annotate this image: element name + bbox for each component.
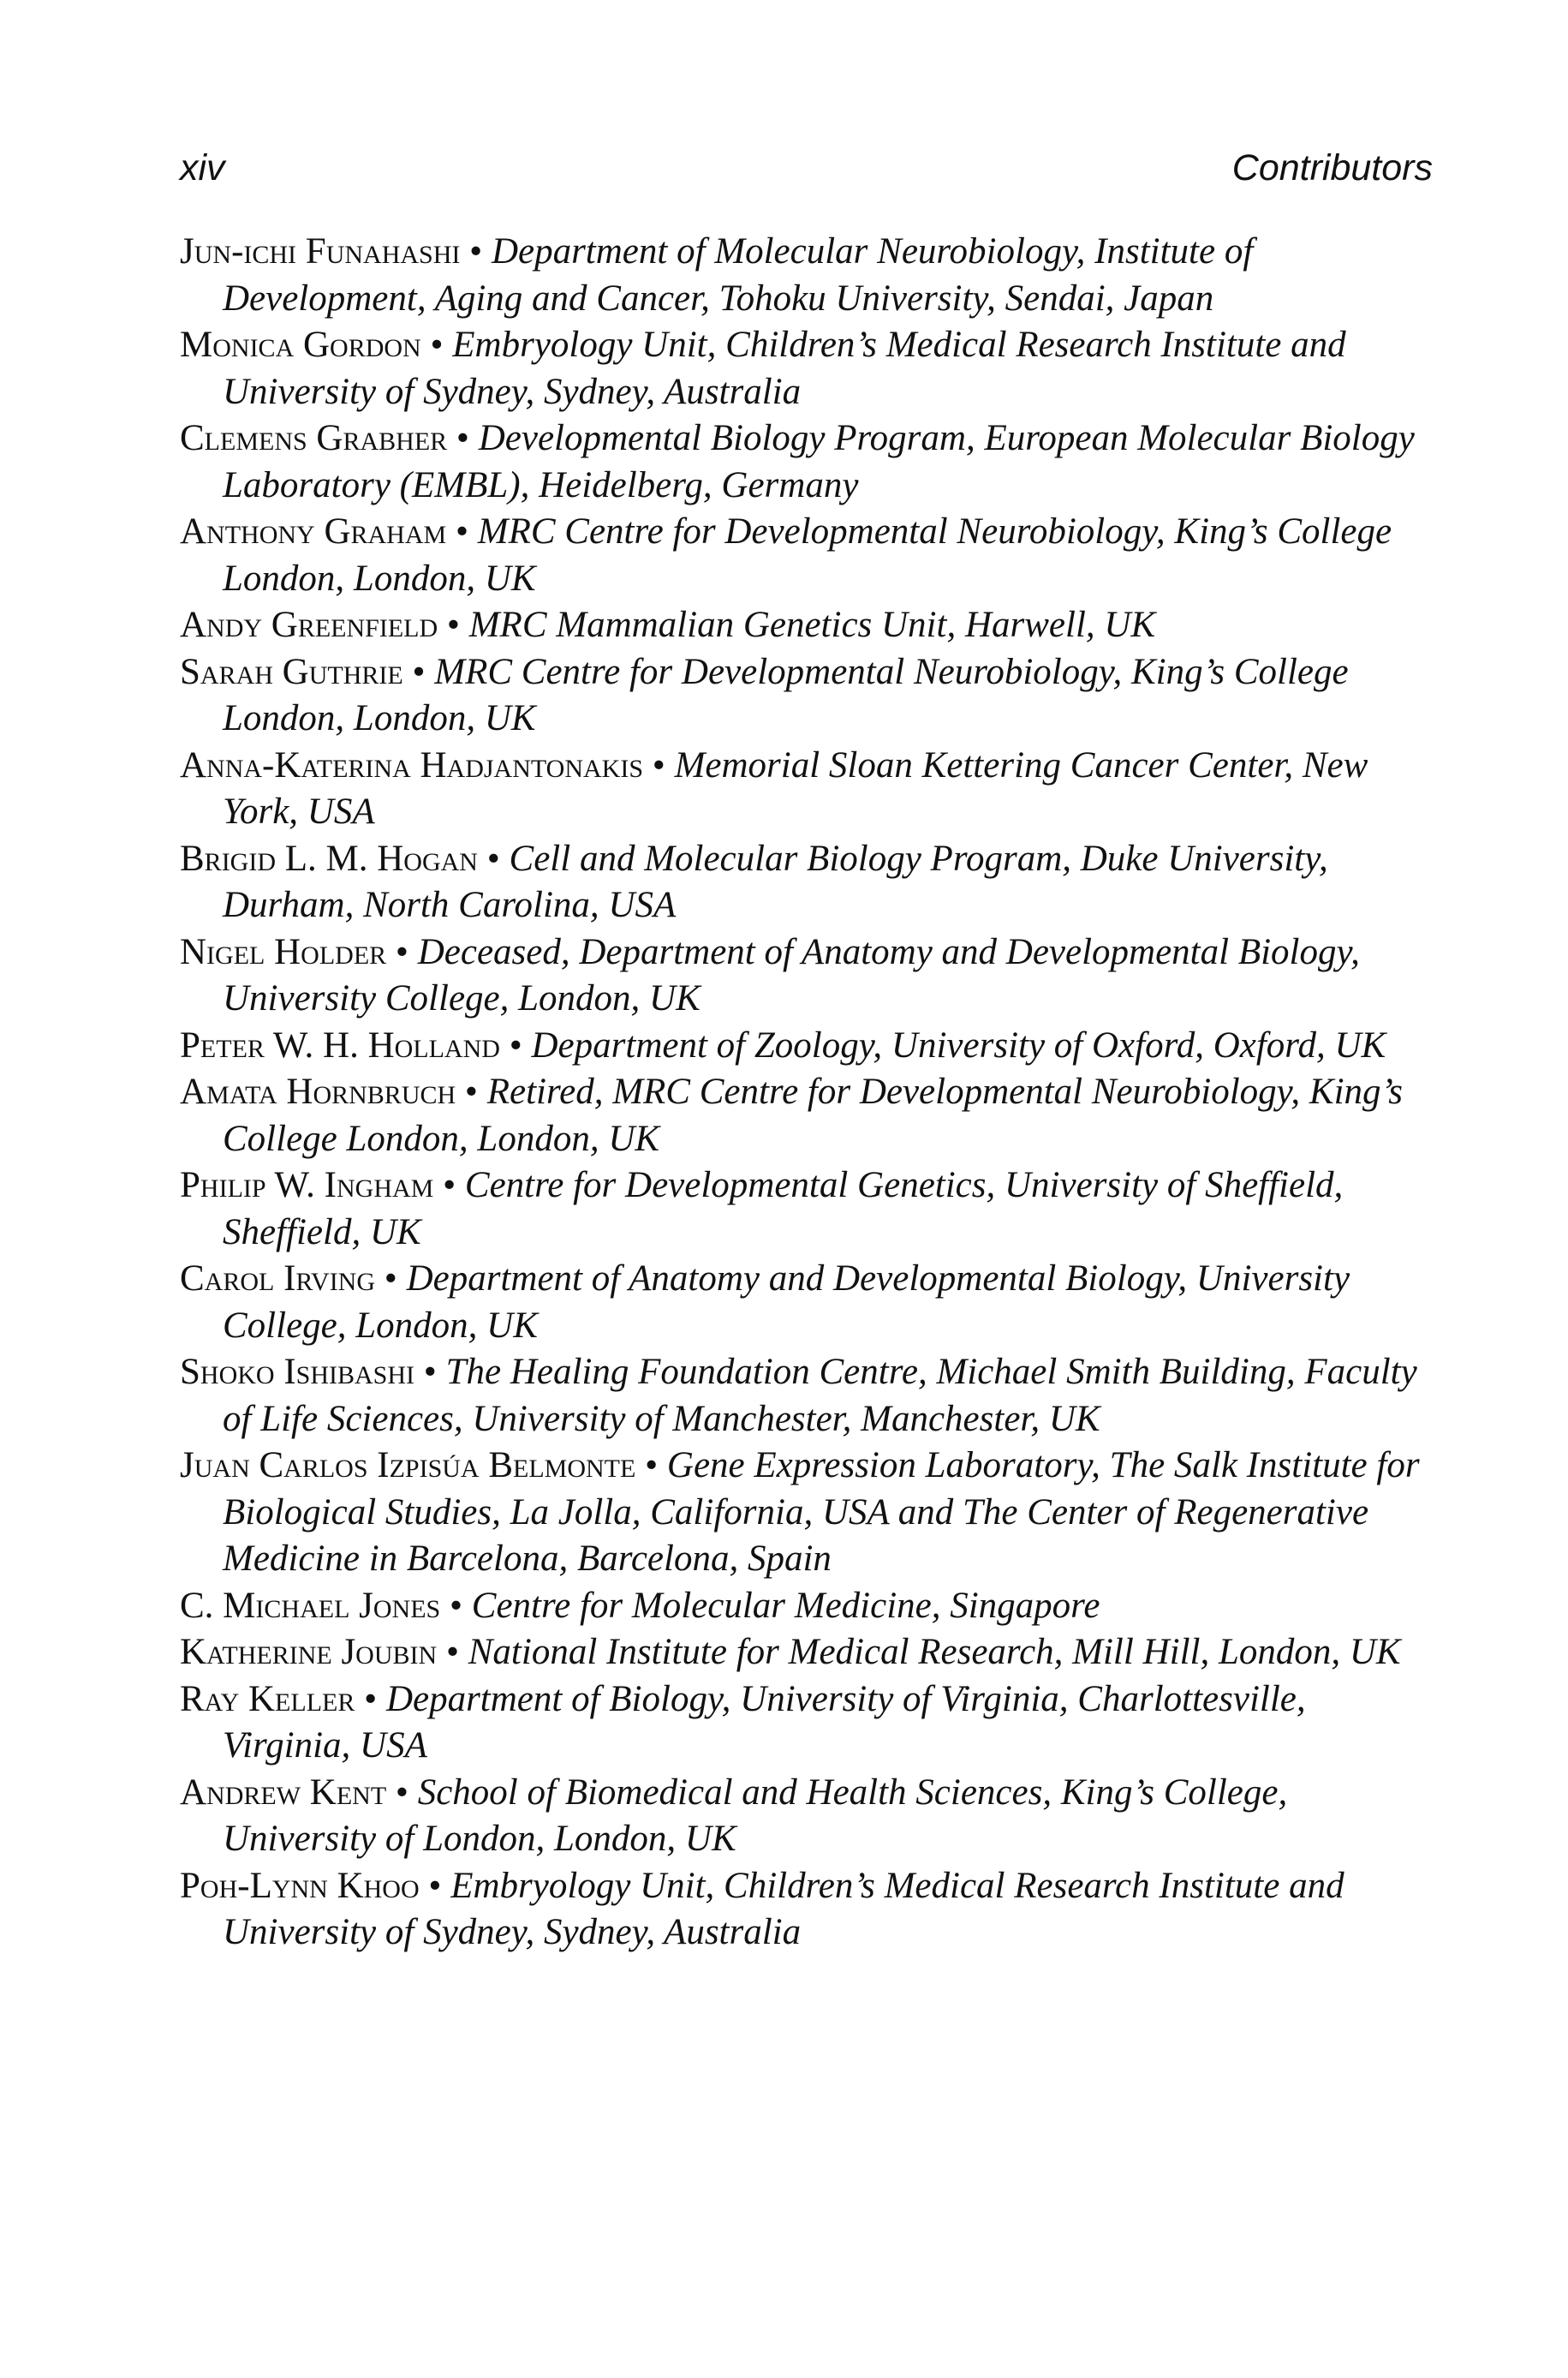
contributor-name: Juan Carlos Izpisúa Belmonte <box>180 1445 636 1485</box>
contributor-entry <box>180 1349 1439 1443</box>
contributor-name: Jun-ichi Funahashi <box>180 231 461 272</box>
contributor-entry <box>180 415 1439 509</box>
bullet-separator: • <box>428 1865 442 1906</box>
contributor-entry <box>180 1256 1439 1349</box>
contributor-name: Ray Keller <box>180 1678 355 1719</box>
contributor-affiliation: Developmental Biology Program, European Molecular Biology Laboratory (EMBL), Heidelberg, Germany <box>223 418 1415 505</box>
contributor-affiliation: MRC Centre for Developmental Neurobiology, King’s College London, London, UK <box>223 651 1349 738</box>
contributor-entry <box>180 602 1439 649</box>
bullet-separator: • <box>652 744 665 786</box>
bullet-separator: • <box>645 1445 659 1485</box>
contributor-affiliation: National Institute for Medical Research, Mill Hill, London, UK <box>468 1632 1401 1672</box>
contributor-entry <box>180 1583 1439 1630</box>
contributor-affiliation: Department of Zoology, University of Oxford, Oxford, UK <box>531 1025 1386 1066</box>
contributor-affiliation: Centre for Developmental Genetics, University of Sheffield, Sheffield, UK <box>223 1165 1344 1252</box>
contributor-name: Anthony Graham <box>180 511 447 552</box>
bullet-separator: • <box>509 1025 522 1066</box>
contributor-list <box>180 229 1439 1957</box>
contributor-affiliation: Cell and Molecular Biology Program, Duke University, Durham, North Carolina, USA <box>223 838 1328 925</box>
contributor-entry <box>180 509 1439 602</box>
contributor-name: Carol Irving <box>180 1258 376 1299</box>
contributor-name: Poh-Lynn Khoo <box>180 1865 420 1906</box>
running-head: Contributors <box>1231 147 1433 188</box>
contributor-name: Monica Gordon <box>180 325 421 365</box>
bullet-separator: • <box>430 325 444 365</box>
contributor-name: Shoko Ishibashi <box>180 1352 414 1392</box>
bullet-separator: • <box>445 1632 459 1672</box>
contributor-name: C. Michael Jones <box>180 1585 441 1626</box>
contributor-entry <box>180 322 1439 415</box>
contributor-affiliation: Department of Molecular Neurobiology, Institute of Development, Aging and Cancer, Tohoku University, Sendai, Japan <box>223 231 1254 319</box>
contributor-affiliation: MRC Mammalian Genetics Unit, Harwell, UK <box>468 605 1156 645</box>
contributor-affiliation: Memorial Sloan Kettering Cancer Center, New York, USA <box>223 744 1368 832</box>
contributor-entry <box>180 836 1439 929</box>
contributor-entry <box>180 1863 1439 1957</box>
contributor-affiliation: Department of Anatomy and Developmental Biology, University College, London, UK <box>223 1258 1350 1346</box>
bullet-separator: • <box>446 605 460 645</box>
bullet-separator: • <box>384 1258 397 1299</box>
bullet-separator: • <box>412 651 426 692</box>
contributor-name: Peter W. H. Holland <box>180 1025 500 1066</box>
contributor-affiliation: Department of Biology, University of Virginia, Charlottesville, Virginia, USA <box>223 1678 1306 1766</box>
contributor-name: Brigid L. M. Hogan <box>180 838 478 879</box>
contributor-entry <box>180 1023 1439 1070</box>
bullet-separator: • <box>486 838 500 879</box>
contributor-name: Amata Hornbruch <box>180 1072 456 1112</box>
contributor-affiliation: School of Biomedical and Health Sciences, King’s College, University of London, London, UK <box>223 1772 1288 1859</box>
bullet-separator: • <box>449 1585 463 1626</box>
contributor-name: Philip W. Ingham <box>180 1165 434 1205</box>
contributor-name: Clemens Grabher <box>180 418 448 458</box>
page-header <box>180 142 1433 194</box>
bullet-separator: • <box>423 1352 437 1392</box>
bullet-separator: • <box>395 931 408 972</box>
contributor-affiliation: Embryology Unit, Children’s Medical Research Institute and University of Sydney, Sydney, Australia <box>223 325 1346 412</box>
contributor-name: Andy Greenfield <box>180 605 438 645</box>
contributor-entry <box>180 229 1439 322</box>
bullet-separator: • <box>455 511 468 552</box>
contributor-affiliation: Embryology Unit, Children’s Medical Research Institute and University of Sydney, Sydney, Australia <box>223 1865 1344 1952</box>
bullet-separator: • <box>395 1772 408 1813</box>
contributor-name: Anna-Katerina Hadjantonakis <box>180 744 643 786</box>
contributor-name: Sarah Guthrie <box>180 651 403 692</box>
contributor-entry <box>180 929 1439 1023</box>
bullet-separator: • <box>464 1072 478 1112</box>
bullet-separator: • <box>364 1678 378 1719</box>
contributor-affiliation: The Healing Foundation Centre, Michael Smith Building, Faculty of Life Sciences, University of Manchester, Manchester, UK <box>223 1352 1417 1439</box>
contributor-affiliation: Gene Expression Laboratory, The Salk Institute for Biological Studies, La Jolla, California, USA and The Center of Regenerative Medicine in Barcelona, Barcelona, Spain <box>223 1445 1420 1579</box>
bullet-separator: • <box>456 418 469 458</box>
contributor-affiliation: Centre for Molecular Medicine, Singapore <box>471 1585 1100 1626</box>
bullet-separator: • <box>443 1165 456 1205</box>
contributor-entry <box>180 1443 1439 1583</box>
bullet-separator: • <box>469 231 483 272</box>
contributor-name: Andrew Kent <box>180 1772 387 1813</box>
contributor-entry <box>180 649 1439 743</box>
contributor-entry <box>180 1770 1439 1863</box>
contributor-entry <box>180 1676 1439 1770</box>
contributor-entry <box>180 743 1439 836</box>
contributor-entry <box>180 1629 1439 1676</box>
contributor-affiliation: MRC Centre for Developmental Neurobiology, King’s College London, London, UK <box>223 511 1392 599</box>
contributor-affiliation: Retired, MRC Centre for Developmental Neurobiology, King’s College London, London, UK <box>223 1072 1404 1159</box>
contributor-name: Nigel Holder <box>180 931 387 972</box>
contributor-entry <box>180 1069 1439 1162</box>
page-number: xiv <box>180 147 225 188</box>
contributor-affiliation: Deceased, Department of Anatomy and Developmental Biology, University College, London, UK <box>223 931 1360 1019</box>
contributor-name: Katherine Joubin <box>180 1632 438 1672</box>
contributor-entry <box>180 1162 1439 1256</box>
